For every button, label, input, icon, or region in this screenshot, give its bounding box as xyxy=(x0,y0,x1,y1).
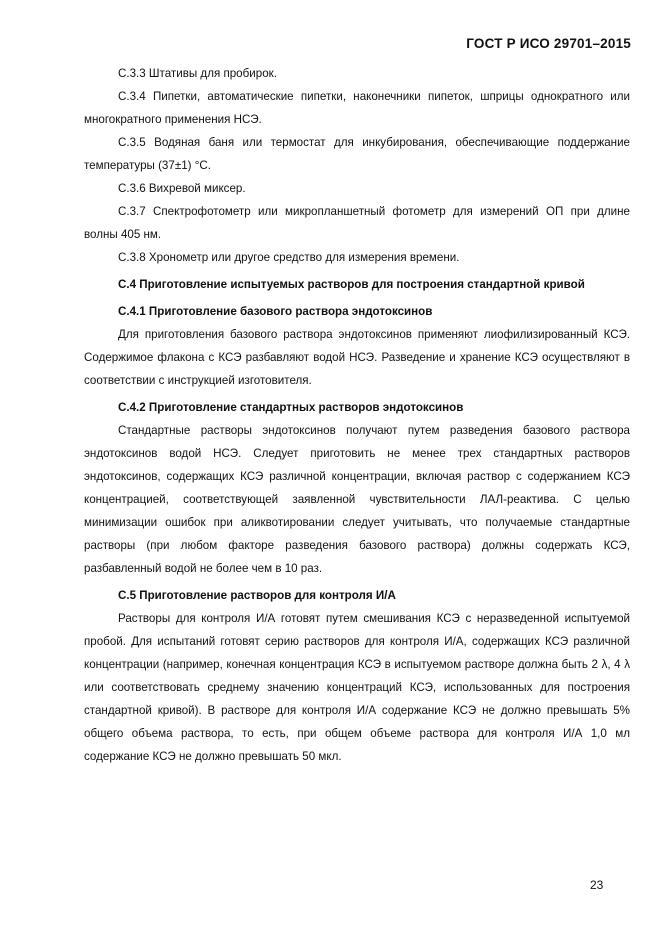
item-c35: С.3.5 Водяная баня или термостат для инкубирования, обеспечивающие поддержание температуры (37±1) °С. xyxy=(84,136,630,172)
section-c42-text: Стандартные растворы эндотоксинов получают путем разведения базового раствора эндотоксинов водой НСЭ. Следует приготовить не менее трех стандартных растворов эндотоксинов, содержащих КСЭ различной концентрации, включая раствор с содержанием КСЭ концентрацией, соответствующей заявленной чувствительности ЛАЛ-реактива. С целью минимизации ошибок при аликвотировании следует учитывать, что получаемые стандартные растворы (при любом факторе разведения базового раствора) должны содержать КСЭ, разбавленный водой не более чем в 10 раз. xyxy=(84,424,630,575)
section-c5-heading: С.5 Приготовление растворов для контроля И/А xyxy=(118,589,396,602)
section-c42-heading: С.4.2 Приготовление стандартных растворов эндотоксинов xyxy=(118,401,464,414)
section-c5-text: Растворы для контроля И/А готовят путем смешивания КСЭ с неразведенной испытуемой пробой. Для испытаний готовят серию растворов для контроля И/А, содержащих КСЭ различной концентрации (например, конечная концентрация КСЭ в испытуемом растворе должна быть 2 λ, 4 λ или соответствовать среднему значению концентраций КСЭ, использованных для построения стандартной кривой). В растворе для контроля И/А содержание КСЭ не должно превышать 5% общего объема раствора, то есть, при общем объеме раствора для контроля И/А 1,0 мл содержание КСЭ не должно превышать 50 мкл. xyxy=(84,612,630,763)
page-number: 23 xyxy=(590,878,604,892)
section-c4-heading: С.4 Приготовление испытуемых растворов для построения стандартной кривой xyxy=(118,278,585,291)
document-standard-id: ГОСТ Р ИСО 29701–2015 xyxy=(466,36,631,51)
section-c41-text: Для приготовления базового раствора эндотоксинов применяют лиофилизированный КСЭ. Содержимое флакона с КСЭ разбавляют водой НСЭ. Разведение и хранение КСЭ осуществляют в соответствии с инструкцией изготовителя. xyxy=(84,328,630,387)
page-body xyxy=(84,62,630,768)
item-c34: С.3.4 Пипетки, автоматические пипетки, наконечники пипеток, шприцы однократного или многократного применения НСЭ. xyxy=(84,90,630,126)
item-c38: С.3.8 Хронометр или другое средство для измерения времени. xyxy=(118,251,460,264)
item-c33: С.3.3 Штативы для пробирок. xyxy=(118,67,277,80)
section-c41-heading: С.4.1 Приготовление базового раствора эндотоксинов xyxy=(118,305,433,318)
item-c37: С.3.7 Спектрофотометр или микропланшетный фотометр для измерений ОП при длине волны 405 нм. xyxy=(84,205,630,241)
item-c36: С.3.6 Вихревой миксер. xyxy=(118,182,246,195)
